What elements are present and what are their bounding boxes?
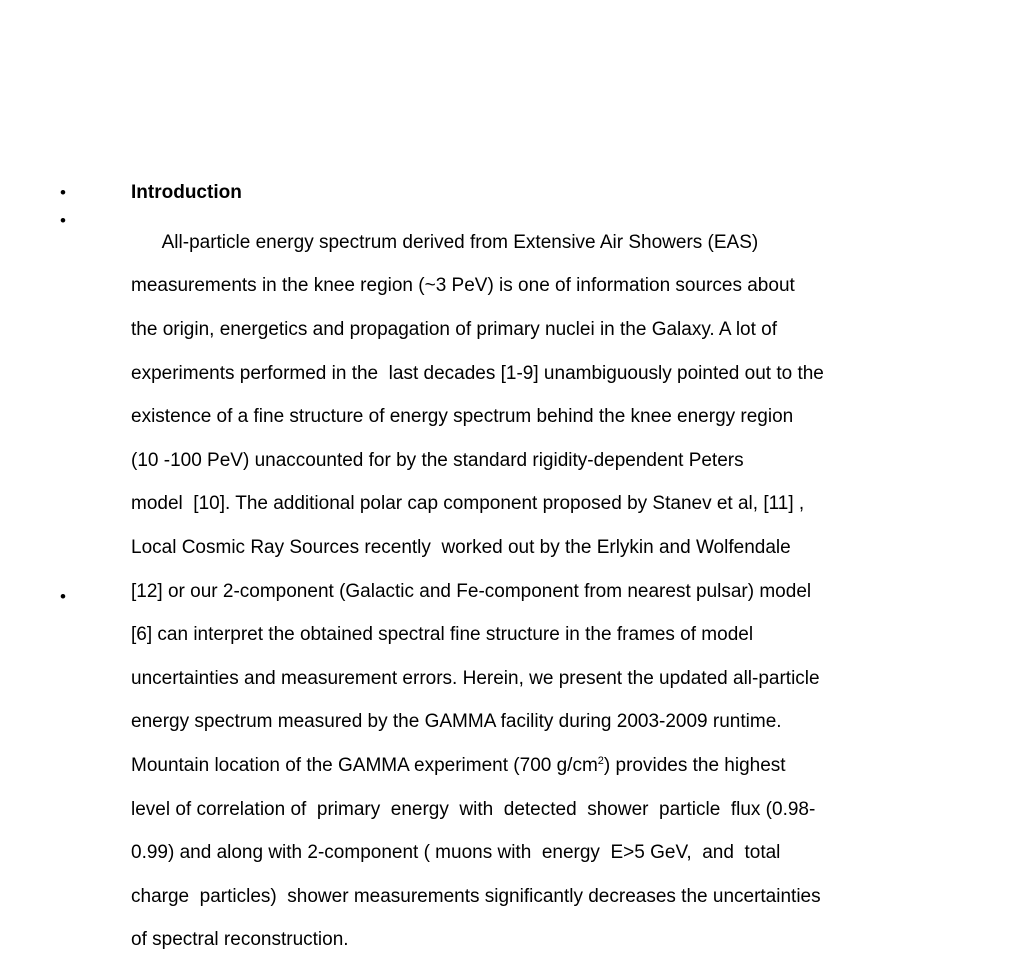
paragraph-line: uncertainties and measurement errors. Herein, we present the updated all-particle bbox=[131, 667, 820, 689]
paragraph-line: 0.99) and along with 2-component ( muons with energy E>5 GeV, and total bbox=[131, 842, 781, 864]
paragraph-line: model [10]. The additional polar cap component proposed by Stanev et al, [11] , bbox=[131, 493, 805, 515]
line-text: Mountain location of the GAMMA experiment (700 g/cm bbox=[131, 754, 598, 776]
paragraph-line: [12] or our 2-component (Galactic and Fe-component from nearest pulsar) model bbox=[131, 580, 812, 602]
superscript: 2 bbox=[597, 754, 604, 767]
bullet-marker: • bbox=[60, 211, 66, 230]
section-heading: Introduction bbox=[131, 182, 242, 203]
line-text: ) provides the highest bbox=[603, 754, 786, 776]
paragraph-line: measurements in the knee region (~3 PeV) is one of information sources about bbox=[131, 275, 795, 297]
paragraph-line: the origin, energetics and propagation of primary nuclei in the Galaxy. A lot of bbox=[131, 318, 778, 340]
paragraph-line: existence of a fine structure of energy spectrum behind the knee energy region bbox=[131, 406, 794, 428]
paragraph-line: All-particle energy spectrum derived from Extensive Air Showers (EAS) bbox=[131, 231, 759, 253]
paragraph-line: of spectral reconstruction. bbox=[131, 929, 349, 951]
paragraph-line: level of correlation of primary energy with detected shower particle flux (0.98- bbox=[131, 798, 816, 820]
paragraph-line: experiments performed in the last decades [1-9] unambiguously pointed out to the bbox=[131, 362, 824, 384]
bullet-marker: • bbox=[60, 183, 66, 202]
paragraph-line: (10 -100 PeV) unaccounted for by the standard rigidity-dependent Peters bbox=[131, 449, 744, 471]
bullet-marker: • bbox=[60, 587, 66, 606]
paragraph-line-with-superscript bbox=[131, 755, 967, 777]
paragraph-line: Local Cosmic Ray Sources recently worked out by the Erlykin and Wolfendale bbox=[131, 536, 791, 558]
paragraph-line: charge particles) shower measurements significantly decreases the uncertainties bbox=[131, 885, 821, 907]
paragraph-line: energy spectrum measured by the GAMMA facility during 2003-2009 runtime. bbox=[131, 711, 782, 733]
body-paragraph bbox=[131, 210, 967, 973]
paragraph-line: [6] can interpret the obtained spectral fine structure in the frames of model bbox=[131, 624, 754, 646]
